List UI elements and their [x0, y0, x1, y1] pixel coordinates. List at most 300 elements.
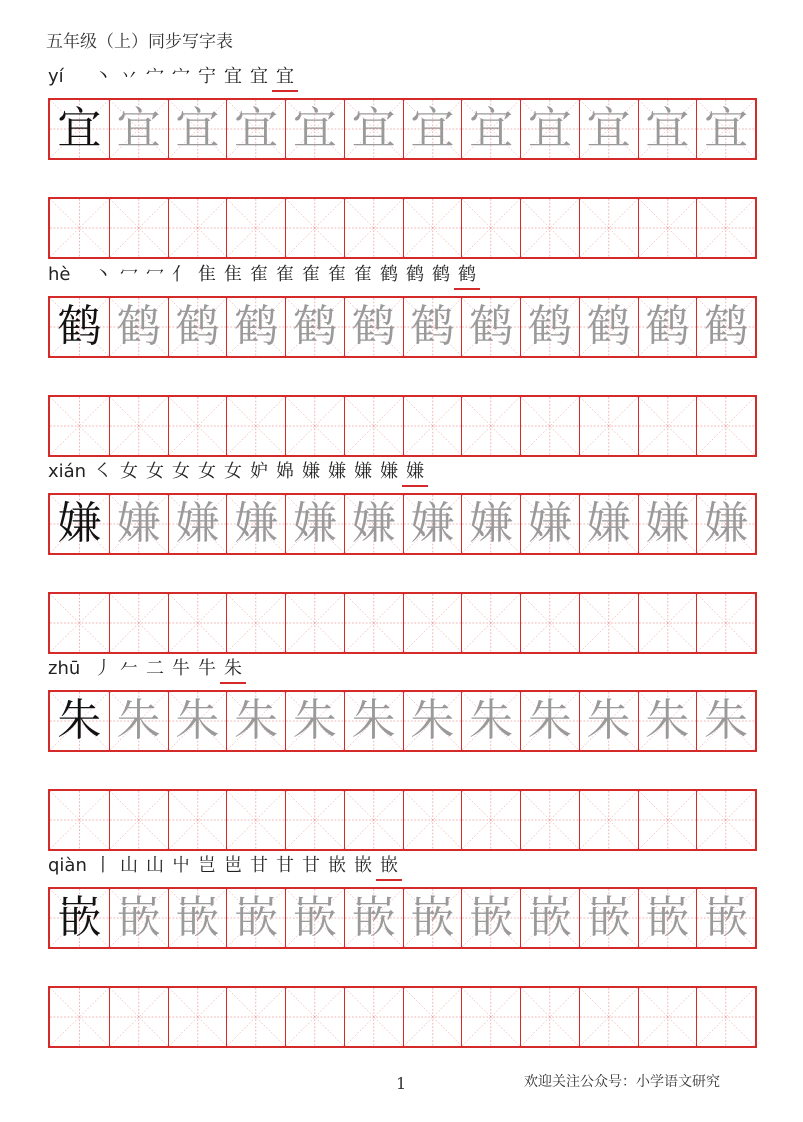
trace-character-cell[interactable]	[226, 889, 285, 947]
trace-character: 嵌	[645, 892, 690, 943]
tianzige-guide-lines	[169, 791, 227, 849]
blank-practice-cell[interactable]	[285, 397, 344, 455]
tianzige-guide-lines	[286, 397, 344, 455]
tianzige-guide-lines	[521, 199, 579, 257]
stroke-step: 鹤	[454, 262, 480, 290]
blank-practice-row	[48, 986, 757, 1048]
trace-character: 朱	[116, 695, 161, 746]
stroke-step: 婂	[276, 461, 294, 482]
stroke-step: 鹤	[432, 264, 450, 285]
blank-practice-cell[interactable]	[109, 199, 168, 257]
trace-character-cell[interactable]	[403, 100, 462, 158]
stroke-step: 鹤	[380, 264, 398, 285]
blank-practice-cell[interactable]	[579, 397, 638, 455]
blank-practice-cell[interactable]	[226, 397, 285, 455]
model-character-cell	[50, 889, 109, 947]
stroke-step: 女	[198, 461, 216, 482]
blank-practice-cell[interactable]	[696, 988, 755, 1046]
tracing-grid-row	[48, 493, 757, 555]
tianzige-guide-lines	[227, 397, 285, 455]
stroke-step: 鹤	[406, 264, 424, 285]
tianzige-guide-lines	[50, 594, 109, 652]
stroke-step: 隹	[224, 264, 242, 285]
blank-practice-cell[interactable]	[109, 791, 168, 849]
blank-practice-cell[interactable]	[285, 988, 344, 1046]
pinyin-label: hè	[48, 264, 71, 285]
stroke-step: 甘	[250, 855, 268, 876]
blank-practice-cell[interactable]	[344, 791, 403, 849]
stroke-step: 丿	[94, 658, 112, 679]
trace-character-cell[interactable]	[520, 692, 579, 750]
tracing-grid-row	[48, 296, 757, 358]
blank-practice-cell[interactable]	[50, 594, 109, 652]
tracing-grid-row	[48, 98, 757, 160]
blank-practice-row	[48, 789, 757, 851]
blank-practice-cell[interactable]	[638, 199, 697, 257]
stroke-step: 冖	[120, 264, 138, 285]
trace-character-cell[interactable]	[168, 495, 227, 553]
trace-character: 朱	[527, 695, 572, 746]
tianzige-guide-lines	[50, 791, 109, 849]
stroke-step: 妒	[250, 461, 268, 482]
trace-character-cell[interactable]	[168, 298, 227, 356]
trace-character-cell[interactable]	[285, 692, 344, 750]
trace-character: 宜	[645, 103, 690, 154]
tianzige-guide-lines	[639, 397, 697, 455]
trace-character-cell[interactable]	[638, 692, 697, 750]
trace-character: 鹤	[116, 301, 161, 352]
tianzige-guide-lines	[404, 397, 462, 455]
stroke-order-sequence	[90, 262, 480, 290]
tianzige-guide-lines	[580, 988, 638, 1046]
blank-practice-cell[interactable]	[579, 594, 638, 652]
stroke-step: 嵌	[328, 855, 346, 876]
trace-character: 嫌	[586, 498, 631, 549]
trace-character-cell[interactable]	[520, 495, 579, 553]
trace-character-cell[interactable]	[461, 100, 520, 158]
trace-character-cell[interactable]	[579, 495, 638, 553]
blank-practice-cell[interactable]	[50, 199, 109, 257]
stroke-step: 宜	[250, 66, 268, 87]
stroke-step: 隺	[328, 264, 346, 285]
tianzige-guide-lines	[697, 594, 755, 652]
trace-character: 宜	[704, 103, 749, 154]
trace-character: 宜	[410, 103, 455, 154]
trace-character: 朱	[234, 695, 279, 746]
blank-practice-cell[interactable]	[520, 988, 579, 1046]
blank-practice-cell[interactable]	[168, 594, 227, 652]
stroke-step: 亻	[172, 264, 190, 285]
stroke-step: 岜	[224, 855, 242, 876]
tianzige-guide-lines	[227, 791, 285, 849]
stroke-step: 岂	[198, 855, 216, 876]
stroke-step: 宀	[146, 66, 164, 87]
trace-character-cell[interactable]	[579, 692, 638, 750]
blank-practice-cell[interactable]	[285, 594, 344, 652]
trace-character-cell[interactable]	[579, 298, 638, 356]
stroke-step: 丷	[120, 66, 138, 87]
blank-practice-cell[interactable]	[109, 988, 168, 1046]
blank-practice-cell[interactable]	[109, 594, 168, 652]
pinyin-stroke-line	[48, 855, 755, 883]
tianzige-guide-lines	[345, 397, 403, 455]
trace-character: 嫌	[410, 498, 455, 549]
blank-practice-cell[interactable]	[461, 791, 520, 849]
stroke-step: 隺	[250, 264, 268, 285]
trace-character: 朱	[351, 695, 396, 746]
tianzige-guide-lines	[580, 791, 638, 849]
pinyin-stroke-line	[48, 264, 755, 292]
stroke-step: 宁	[198, 66, 216, 87]
tianzige-guide-lines	[404, 791, 462, 849]
blank-practice-cell[interactable]	[403, 791, 462, 849]
trace-character: 嫌	[234, 498, 279, 549]
tracing-grid-row	[48, 887, 757, 949]
stroke-order-sequence	[90, 459, 428, 487]
blank-practice-cell[interactable]	[344, 988, 403, 1046]
tianzige-guide-lines	[639, 199, 697, 257]
tianzige-guide-lines	[227, 199, 285, 257]
stroke-step: 𠂉	[120, 658, 138, 679]
blank-practice-cell[interactable]	[403, 988, 462, 1046]
pinyin-stroke-line	[48, 658, 755, 686]
blank-practice-cell[interactable]	[50, 988, 109, 1046]
blank-practice-cell[interactable]	[226, 791, 285, 849]
trace-character: 鹤	[410, 301, 455, 352]
stroke-step: 二	[146, 658, 164, 679]
tianzige-guide-lines	[227, 594, 285, 652]
blank-practice-cell[interactable]	[696, 594, 755, 652]
tianzige-guide-lines	[639, 988, 697, 1046]
trace-character-cell[interactable]	[109, 495, 168, 553]
trace-character-cell[interactable]	[109, 889, 168, 947]
tianzige-guide-lines	[169, 199, 227, 257]
trace-character-cell[interactable]	[461, 298, 520, 356]
tianzige-guide-lines	[404, 594, 462, 652]
tianzige-guide-lines	[462, 791, 520, 849]
tianzige-guide-lines	[580, 594, 638, 652]
trace-character: 鹤	[234, 301, 279, 352]
blank-practice-cell[interactable]	[403, 199, 462, 257]
stroke-step: 丨	[94, 855, 112, 876]
stroke-step: 冖	[146, 264, 164, 285]
trace-character-cell[interactable]	[638, 495, 697, 553]
tianzige-guide-lines	[521, 791, 579, 849]
stroke-order-sequence	[90, 64, 298, 92]
stroke-step: 女	[172, 461, 190, 482]
blank-practice-cell[interactable]	[520, 791, 579, 849]
stroke-order-sequence	[90, 853, 402, 881]
trace-character-cell[interactable]	[344, 889, 403, 947]
trace-character: 朱	[292, 695, 337, 746]
blank-practice-cell[interactable]	[579, 199, 638, 257]
trace-character: 嫌	[527, 498, 572, 549]
trace-character-cell[interactable]	[696, 100, 755, 158]
trace-character-cell[interactable]	[638, 298, 697, 356]
blank-practice-cell[interactable]	[168, 988, 227, 1046]
blank-practice-cell[interactable]	[520, 199, 579, 257]
trace-character: 嫌	[351, 498, 396, 549]
trace-character-cell[interactable]	[226, 298, 285, 356]
tianzige-guide-lines	[639, 791, 697, 849]
blank-practice-cell[interactable]	[285, 791, 344, 849]
trace-character-cell[interactable]	[226, 495, 285, 553]
trace-character-cell[interactable]	[579, 100, 638, 158]
pinyin-stroke-line	[48, 461, 755, 489]
stroke-step: 隺	[302, 264, 320, 285]
trace-character: 鹤	[704, 301, 749, 352]
tianzige-guide-lines	[345, 199, 403, 257]
trace-character-cell[interactable]	[285, 889, 344, 947]
tianzige-guide-lines	[345, 988, 403, 1046]
trace-character: 嵌	[116, 892, 161, 943]
tianzige-guide-lines	[169, 397, 227, 455]
stroke-step: 嫌	[354, 461, 372, 482]
trace-character: 宜	[116, 103, 161, 154]
trace-character-cell[interactable]	[520, 889, 579, 947]
trace-character: 宜	[527, 103, 572, 154]
worksheet-title: 五年级（上）同步写字表	[46, 32, 233, 52]
stroke-step: 宜	[224, 66, 242, 87]
stroke-step: 宀	[172, 66, 190, 87]
trace-character-cell[interactable]	[696, 495, 755, 553]
stroke-step: 女	[224, 461, 242, 482]
trace-character: 鹤	[469, 301, 514, 352]
blank-practice-cell[interactable]	[403, 594, 462, 652]
trace-character: 嫌	[292, 498, 337, 549]
blank-practice-cell[interactable]	[520, 594, 579, 652]
trace-character: 嫌	[469, 498, 514, 549]
blank-practice-cell[interactable]	[344, 594, 403, 652]
tianzige-guide-lines	[697, 791, 755, 849]
blank-practice-cell[interactable]	[696, 791, 755, 849]
blank-practice-cell[interactable]	[168, 199, 227, 257]
trace-character-cell[interactable]	[520, 298, 579, 356]
tianzige-guide-lines	[50, 199, 109, 257]
footer-note: 欢迎关注公众号：小学语文研究	[524, 1074, 720, 1090]
tianzige-guide-lines	[110, 594, 168, 652]
trace-character-cell[interactable]	[403, 889, 462, 947]
model-character-cell	[50, 298, 109, 356]
blank-practice-cell[interactable]	[109, 397, 168, 455]
tianzige-guide-lines	[404, 988, 462, 1046]
blank-practice-cell[interactable]	[50, 791, 109, 849]
stroke-step: 女	[146, 461, 164, 482]
trace-character: 朱	[469, 695, 514, 746]
tianzige-guide-lines	[110, 199, 168, 257]
blank-practice-cell[interactable]	[461, 397, 520, 455]
tianzige-guide-lines	[110, 397, 168, 455]
pinyin-stroke-line	[48, 66, 755, 94]
stroke-step: 嵌	[354, 855, 372, 876]
trace-character-cell[interactable]	[109, 100, 168, 158]
tianzige-guide-lines	[697, 988, 755, 1046]
model-character: 宜	[57, 103, 102, 154]
blank-practice-cell[interactable]	[461, 199, 520, 257]
tianzige-guide-lines	[697, 199, 755, 257]
blank-practice-cell[interactable]	[50, 397, 109, 455]
model-character: 朱	[57, 695, 102, 746]
trace-character-cell[interactable]	[403, 692, 462, 750]
model-character-cell	[50, 100, 109, 158]
tianzige-guide-lines	[227, 988, 285, 1046]
stroke-step: 嵌	[376, 853, 402, 881]
trace-character: 嵌	[410, 892, 455, 943]
trace-character-cell[interactable]	[285, 495, 344, 553]
tianzige-guide-lines	[462, 397, 520, 455]
blank-practice-cell[interactable]	[579, 988, 638, 1046]
trace-character-cell[interactable]	[168, 889, 227, 947]
trace-character: 嵌	[527, 892, 572, 943]
trace-character: 宜	[586, 103, 631, 154]
trace-character-cell[interactable]	[344, 298, 403, 356]
model-character: 嫌	[57, 498, 102, 549]
tianzige-guide-lines	[169, 988, 227, 1046]
blank-practice-cell[interactable]	[168, 791, 227, 849]
tianzige-guide-lines	[345, 791, 403, 849]
blank-practice-cell[interactable]	[579, 791, 638, 849]
trace-character-cell[interactable]	[226, 692, 285, 750]
trace-character-cell[interactable]	[461, 495, 520, 553]
trace-character-cell[interactable]	[344, 495, 403, 553]
blank-practice-cell[interactable]	[168, 397, 227, 455]
tianzige-guide-lines	[286, 594, 344, 652]
blank-practice-cell[interactable]	[226, 594, 285, 652]
stroke-step: 嫌	[328, 461, 346, 482]
blank-practice-cell[interactable]	[638, 791, 697, 849]
tianzige-guide-lines	[286, 791, 344, 849]
tianzige-guide-lines	[580, 397, 638, 455]
stroke-step: 宜	[272, 64, 298, 92]
blank-practice-cell[interactable]	[520, 397, 579, 455]
trace-character-cell[interactable]	[461, 692, 520, 750]
tianzige-guide-lines	[462, 988, 520, 1046]
trace-character-cell[interactable]	[109, 298, 168, 356]
trace-character: 鹤	[175, 301, 220, 352]
trace-character: 朱	[645, 695, 690, 746]
blank-practice-cell[interactable]	[461, 594, 520, 652]
trace-character-cell[interactable]	[285, 100, 344, 158]
stroke-step: 女	[120, 461, 138, 482]
tianzige-guide-lines	[521, 397, 579, 455]
blank-practice-cell[interactable]	[344, 397, 403, 455]
stroke-step: 嫌	[380, 461, 398, 482]
trace-character-cell[interactable]	[696, 889, 755, 947]
trace-character: 鹤	[351, 301, 396, 352]
blank-practice-cell[interactable]	[696, 199, 755, 257]
trace-character-cell[interactable]	[168, 692, 227, 750]
trace-character-cell[interactable]	[696, 692, 755, 750]
blank-practice-row	[48, 197, 757, 259]
trace-character-cell[interactable]	[461, 889, 520, 947]
blank-practice-cell[interactable]	[461, 988, 520, 1046]
trace-character: 鹤	[527, 301, 572, 352]
trace-character: 宜	[175, 103, 220, 154]
stroke-step: 隺	[276, 264, 294, 285]
blank-practice-cell[interactable]	[285, 199, 344, 257]
trace-character-cell[interactable]	[344, 100, 403, 158]
trace-character: 鹤	[586, 301, 631, 352]
trace-character: 宜	[234, 103, 279, 154]
tianzige-guide-lines	[521, 988, 579, 1046]
blank-practice-cell[interactable]	[403, 397, 462, 455]
trace-character: 嫌	[116, 498, 161, 549]
trace-character: 嫌	[175, 498, 220, 549]
stroke-step: 丶	[94, 66, 112, 87]
tracing-grid-row	[48, 690, 757, 752]
trace-character-cell[interactable]	[638, 100, 697, 158]
trace-character: 嵌	[469, 892, 514, 943]
model-character-cell	[50, 495, 109, 553]
tianzige-guide-lines	[462, 594, 520, 652]
tianzige-guide-lines	[345, 594, 403, 652]
blank-practice-cell[interactable]	[226, 988, 285, 1046]
pinyin-label: qiàn	[48, 855, 87, 876]
stroke-step: 山	[146, 855, 164, 876]
trace-character: 鹤	[645, 301, 690, 352]
blank-practice-cell[interactable]	[226, 199, 285, 257]
tianzige-guide-lines	[286, 199, 344, 257]
stroke-step: 甘	[276, 855, 294, 876]
page-number: 1	[396, 1074, 407, 1093]
trace-character-cell[interactable]	[520, 100, 579, 158]
trace-character: 嵌	[351, 892, 396, 943]
trace-character: 朱	[586, 695, 631, 746]
trace-character-cell[interactable]	[403, 495, 462, 553]
pinyin-label: zhū	[48, 658, 81, 679]
pinyin-label: yí	[48, 66, 64, 87]
trace-character-cell[interactable]	[638, 889, 697, 947]
trace-character-cell[interactable]	[344, 692, 403, 750]
stroke-step: 甘	[302, 855, 320, 876]
trace-character-cell[interactable]	[285, 298, 344, 356]
trace-character: 宜	[292, 103, 337, 154]
trace-character: 嵌	[292, 892, 337, 943]
stroke-step: 屮	[172, 855, 190, 876]
tianzige-guide-lines	[169, 594, 227, 652]
trace-character-cell[interactable]	[579, 889, 638, 947]
pinyin-label: xián	[48, 461, 87, 482]
stroke-step: 牛	[198, 658, 216, 679]
trace-character: 嵌	[704, 892, 749, 943]
tianzige-guide-lines	[50, 397, 109, 455]
tianzige-guide-lines	[697, 397, 755, 455]
trace-character: 嵌	[175, 892, 220, 943]
tianzige-guide-lines	[286, 988, 344, 1046]
blank-practice-cell[interactable]	[344, 199, 403, 257]
stroke-step: 山	[120, 855, 138, 876]
blank-practice-cell[interactable]	[638, 594, 697, 652]
trace-character-cell[interactable]	[226, 100, 285, 158]
trace-character: 嫌	[645, 498, 690, 549]
stroke-order-sequence	[90, 656, 246, 684]
trace-character: 宜	[351, 103, 396, 154]
blank-practice-cell[interactable]	[638, 988, 697, 1046]
tianzige-guide-lines	[580, 199, 638, 257]
model-character: 鹤	[57, 301, 102, 352]
stroke-step: 牛	[172, 658, 190, 679]
trace-character-cell[interactable]	[403, 298, 462, 356]
trace-character-cell[interactable]	[109, 692, 168, 750]
trace-character-cell[interactable]	[168, 100, 227, 158]
blank-practice-cell[interactable]	[696, 397, 755, 455]
tianzige-guide-lines	[462, 199, 520, 257]
trace-character-cell[interactable]	[696, 298, 755, 356]
trace-character: 朱	[410, 695, 455, 746]
tianzige-guide-lines	[110, 988, 168, 1046]
stroke-step: 嫌	[302, 461, 320, 482]
blank-practice-cell[interactable]	[638, 397, 697, 455]
